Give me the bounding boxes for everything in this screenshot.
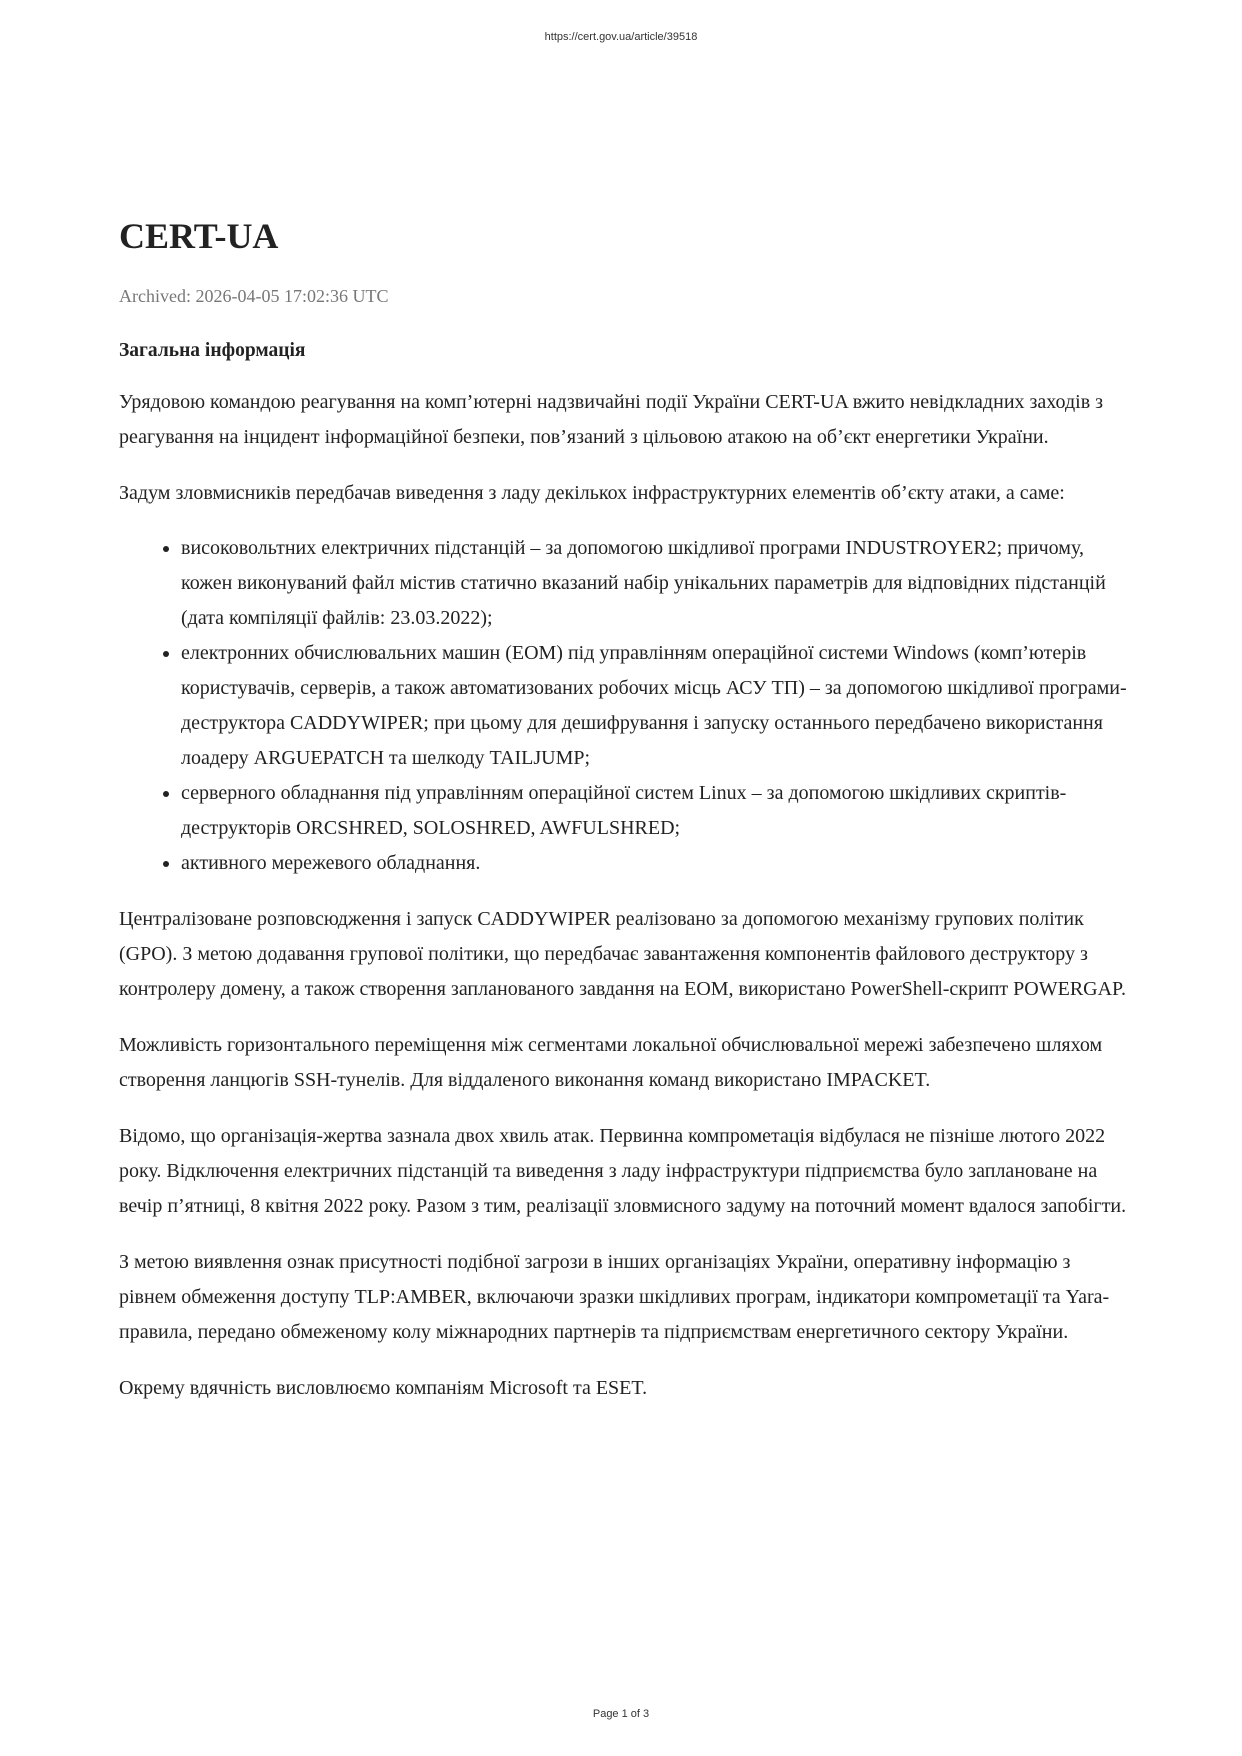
list-item: • високовольтних електричних підстанцій – за допомогою шкідливої програми INDUSTROYER2; причому, кожен виконуваний файл містив статично вказаний набір унікальних параметрів для відповідних підстанцій (дата компіляції файлів: 23.03.2022); xyxy=(181,531,1129,636)
list-item: • активного мережевого обладнання. xyxy=(181,846,1129,881)
article xyxy=(119,212,1129,1406)
paragraph: Відомо, що організація-жертва зазнала двох хвиль атак. Первинна компрометація відбулася не пізніше лютого 2022 року. Відключення електричних підстанцій та виведення з ладу інфраструктури підприємства було заплановане на вечір п’ятниці, 8 квітня 2022 року. Разом з тим, реалізації зловмисного задуму на поточний момент вдалося запобігти. xyxy=(119,1125,1127,1217)
article-title: CERT-UA xyxy=(119,216,279,256)
paragraph: Можливість горизонтального переміщення між сегментами локальної обчислювальної мережі забезпечено шляхом створення ланцюгів SSH-тунелів. Для віддаленого виконання команд використано IMPACKET. xyxy=(119,1034,1103,1091)
page-number: Page 1 of 3 xyxy=(592,1708,650,1720)
target-list xyxy=(119,531,1129,881)
list-item: • серверного обладнання під управлінням операційної систем Linux – за допомогою шкідливих скриптів-деструкторів ORCSHRED, SOLOSHRED, AWFULSHRED; xyxy=(181,776,1129,846)
page-url-header: https://cert.gov.ua/article/39518 xyxy=(544,31,698,43)
paragraph: Задум зловмисників передбачав виведення з ладу декількох інфраструктурних елементів об’єкту атаки, а саме: xyxy=(119,482,1065,504)
archived-timestamp: Archived: 2026-04-05 17:02:36 UTC xyxy=(119,286,389,306)
list-item: • електронних обчислювальних машин (ЕОМ) під управлінням операційної системи Windows (комп’ютерів користувачів, серверів, а також автоматизованих робочих місць АСУ ТП) – за допомогою шкідливої програми-деструктора CADDYWIPER; при цьому для дешифрування і запуску останнього передбачено використання лоадеру ARGUEPATCH та шелкоду TAILJUMP; xyxy=(181,636,1129,776)
paragraph: Урядовою командою реагування на комп’ютерні надзвичайні події України CERT-UA вжито невідкладних заходів з реагування на інцидент інформаційної безпеки, пов’язаний з цільовою атакою на об’єкт енергетики України. xyxy=(119,391,1104,448)
paragraph: Централізоване розповсюдження і запуск CADDYWIPER реалізовано за допомогою механізму групових політик (GPO). З метою додавання групової політики, що передбачає завантаження компонентів файлового деструктору з контролеру домену, а також створення запланованого завдання на ЕОМ, використано PowerShell-скрипт POWERGAP. xyxy=(119,908,1126,1000)
section-heading: Загальна інформація xyxy=(119,340,306,361)
paragraph: Окрему вдячність висловлюємо компаніям Microsoft та ESET. xyxy=(119,1377,648,1399)
paragraph: З метою виявлення ознак присутності подібної загрози в інших організаціях України, оперативну інформацію з рівнем обмеження доступу TLP:AMBER, включаючи зразки шкідливих програм, індикатори компрометації та Yara-правила, передано обмеженому колу міжнародних партнерів та підприємствам енергетичного сектору України. xyxy=(119,1251,1110,1343)
